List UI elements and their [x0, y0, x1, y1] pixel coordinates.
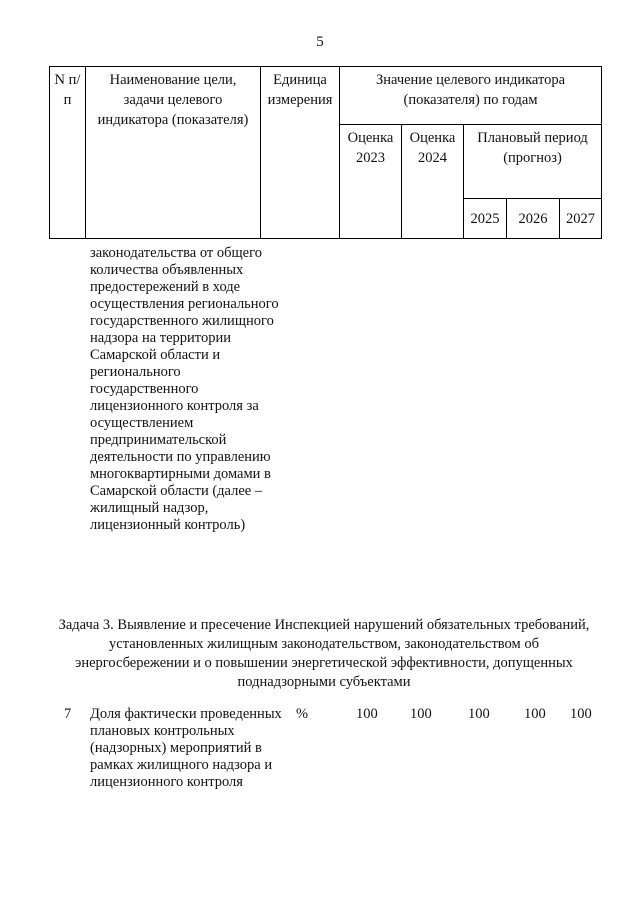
- header-name: Наименование цели, задачи целевого индикатора (показателя): [86, 67, 261, 239]
- header-value: Значение целевого индикатора (показателя) по годам: [340, 67, 602, 125]
- header-year-2026: 2026: [507, 199, 560, 239]
- continued-indicator-text: законодательства от общего количества объявленных предостережений в ходе осуществления регионального государственного жилищного надзора на территории Самарской области и регионального государственного лицензионного контроля за осуществлением предпринимательской деятельности по управлению многоквартирными домами в Самарской области (далее – жилищный надзор, лицензионный контроль): [90, 245, 279, 533]
- header-plan-period: Плановый период (прогноз): [464, 125, 602, 199]
- row-7-unit: %: [296, 706, 309, 722]
- row-7-name: Доля фактически проведенных плановых контрольных (надзорных) мероприятий в рамках жилищного надзора и лицензионного контроля: [90, 706, 282, 790]
- header-unit: Единица измерения: [261, 67, 340, 239]
- header-num: N п/п: [50, 67, 86, 239]
- row-7-value-2024: 100: [410, 706, 432, 722]
- indicator-table-header: [49, 66, 602, 239]
- row-7-value-2027: 100: [570, 706, 592, 722]
- header-est-2023: Оценка 2023: [340, 125, 402, 239]
- page-number: 5: [316, 34, 324, 50]
- header-year-2025: 2025: [464, 199, 507, 239]
- task-3-heading: Задача 3. Выявление и пресечение Инспекцией нарушений обязательных требований, установленных жилищным законодательством, законодательством об энергосбережении и о повышении энергетической эффективности, допущенных поднадзорными субъектами: [58, 617, 590, 690]
- row-7-value-2026: 100: [524, 706, 546, 722]
- row-7-value-2023: 100: [356, 706, 378, 722]
- row-7-number: 7: [64, 706, 72, 722]
- row-7-value-2025: 100: [468, 706, 490, 722]
- header-est-2024: Оценка 2024: [402, 125, 464, 239]
- header-year-2027: 2027: [560, 199, 602, 239]
